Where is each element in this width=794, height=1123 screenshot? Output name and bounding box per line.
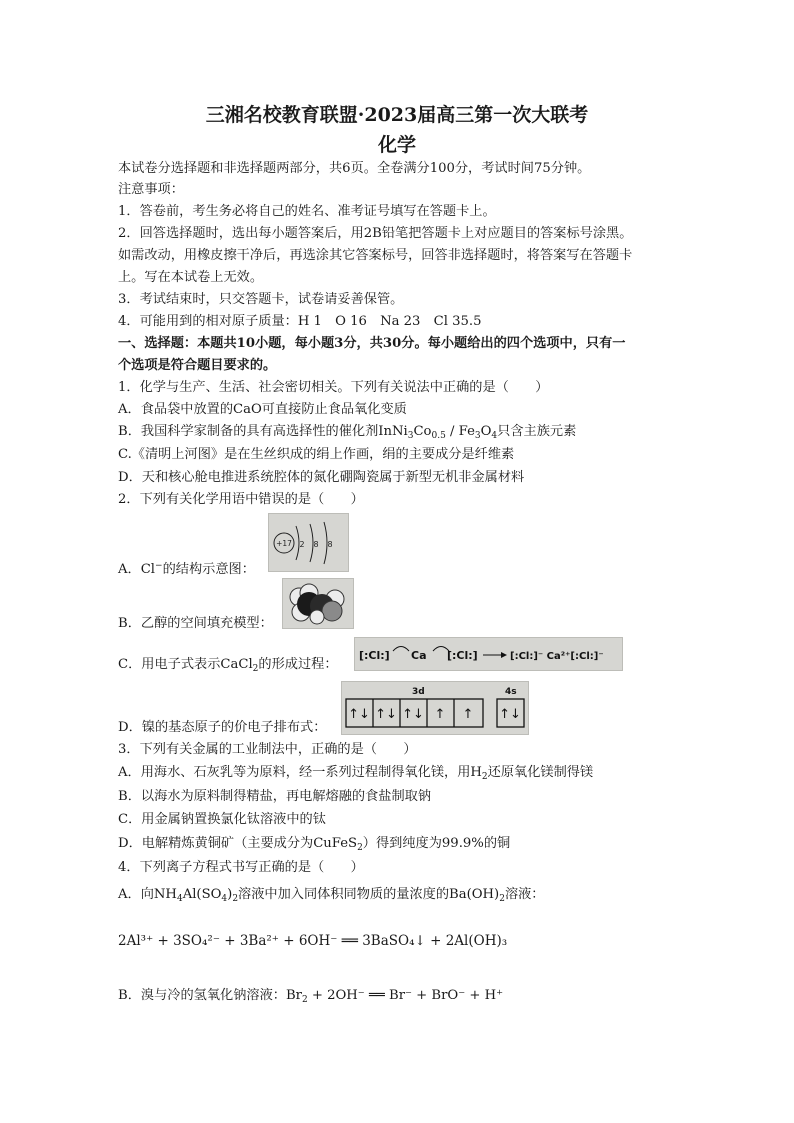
nucleus-label: +17 bbox=[276, 539, 292, 548]
orbital-box-1: ↑↓ bbox=[348, 707, 370, 722]
note-2b: 如需改动，用橡皮擦干净后，再选涂其它答案标号，回答非选择题时，将答案写在答题卡 bbox=[118, 248, 633, 263]
q2-option-c: C．用电子式表示CaCl$_2$的形成过程： bbox=[118, 657, 338, 674]
q3-option-d: D．电解精炼黄铜矿（主要成分为CuFeS$_2$）得到纯度为99.9%的铜 bbox=[118, 836, 511, 853]
q2-stem: 2．下列有关化学用语中错误的是（ ） bbox=[118, 492, 364, 507]
shell-1-count: 2 bbox=[299, 540, 305, 549]
ca-formula: Ca bbox=[411, 649, 427, 662]
q1-option-b: B．我国科学家制备的具有高选择性的催化剂$InNi_3Co_{0.5} / Fe_3O_4$只含主族元素 bbox=[118, 424, 577, 441]
subject-title: 化学 bbox=[377, 134, 416, 156]
orbital-box-2: ↑↓ bbox=[375, 707, 397, 722]
orbital-box-3: ↑↓ bbox=[402, 707, 424, 722]
cl-left-formula: [:Cl:] bbox=[359, 649, 390, 662]
notes-heading: 注意事项： bbox=[118, 182, 184, 197]
q2-option-a: A．Cl−的结构示意图： bbox=[118, 561, 255, 577]
orbital-box-6: ↑↓ bbox=[499, 707, 521, 722]
q1-option-c: C.《清明上河图》是在生丝织成的绢上作画，绢的主要成分是纤维素 bbox=[118, 447, 515, 462]
q1-stem: 1．化学与生产、生活、社会密切相关。下列有关说法中正确的是（ ） bbox=[118, 380, 549, 395]
cacl2-formation-image bbox=[354, 637, 623, 671]
orbital-box-4: ↑ bbox=[434, 707, 446, 722]
product-formula: [:Cl:]⁻ Ca²⁺[:Cl:]⁻ bbox=[510, 651, 604, 662]
q1-option-d: D．天和核心舱电推进系统腔体的氮化硼陶瓷属于新型无机非金属材料 bbox=[118, 470, 525, 485]
orbital-box-5: ↑ bbox=[462, 707, 474, 722]
cl-middle-formula: [:Cl:] bbox=[447, 649, 478, 662]
note-2a: 2．回答选择题时，选出每小题答案后，用2B铅笔把答题卡上对应题目的答案标号涂黑。 bbox=[118, 226, 633, 241]
q3-option-c: C．用金属钠置换氯化钛溶液中的钛 bbox=[118, 812, 326, 827]
q3-option-b: B．以海水为原料制得精盐，再电解熔融的食盐制取钠 bbox=[118, 789, 432, 804]
exam-title: 三湘名校教育联盟·2023届高三第一次大联考 bbox=[205, 104, 589, 126]
q1-option-a: A．食品袋中放置的CaO可直接防止食品氧化变质 bbox=[118, 402, 407, 417]
q4-equation-a: 2Al³⁺ + 3SO₄²⁻ + 3Ba²⁺ + 6OH⁻ ══ 3BaSO₄↓ + 2Al(OH)₃ bbox=[118, 933, 508, 949]
q4-option-b: B．溴与冷的氢氧化钠溶液：$Br_2 + 2OH^-$ ══ Br⁻ + BrO⁻ + H⁺ bbox=[118, 988, 504, 1005]
q4-stem: 4．下列离子方程式书写正确的是（ ） bbox=[118, 860, 364, 875]
label-4s: 4s bbox=[505, 687, 517, 697]
ethanol-space-filling-image bbox=[282, 578, 354, 629]
q2-option-d: D．镍的基态原子的价电子排布式： bbox=[118, 720, 327, 735]
q3-stem: 3．下列有关金属的工业制法中，正确的是（ ） bbox=[118, 742, 417, 757]
intro-line: 本试卷分选择题和非选择题两部分，共6页。全卷满分100分，考试时间75分钟。 bbox=[118, 161, 591, 176]
note-4: 4．可能用到的相对原子质量：H 1 O 16 Na 23 Cl 35.5 bbox=[118, 314, 482, 329]
section-heading-b: 个选项是符合题目要求的。 bbox=[118, 358, 277, 373]
cl-ion-structure-image bbox=[268, 513, 349, 572]
shell-3-count: 8 bbox=[327, 540, 333, 549]
q2-option-b: B．乙醇的空间填充模型： bbox=[118, 616, 273, 631]
label-3d: 3d bbox=[412, 687, 425, 697]
note-1: 1．答卷前，考生务必将自己的姓名、准考证号填写在答题卡上。 bbox=[118, 204, 496, 219]
note-3: 3．考试结束时，只交答题卡，试卷请妥善保管。 bbox=[118, 292, 404, 307]
shell-2-count: 8 bbox=[313, 540, 319, 549]
q4-option-a: A．向$NH_4Al(SO_4)_2$溶液中加入同体积同物质的量浓度的$Ba(OH)_2$溶液： bbox=[118, 887, 545, 904]
note-2c: 上。写在本试卷上无效。 bbox=[118, 270, 264, 285]
section-heading-a: 一、选择题：本题共10小题，每小题3分，共30分。每小题给出的四个选项中，只有一 bbox=[118, 336, 626, 351]
q3-option-a: A．用海水、石灰乳等为原料，经一系列过程制得氧化镁，用$H_2$还原氧化镁制得镁 bbox=[118, 765, 594, 782]
ni-orbital-diagram-image bbox=[341, 681, 529, 735]
